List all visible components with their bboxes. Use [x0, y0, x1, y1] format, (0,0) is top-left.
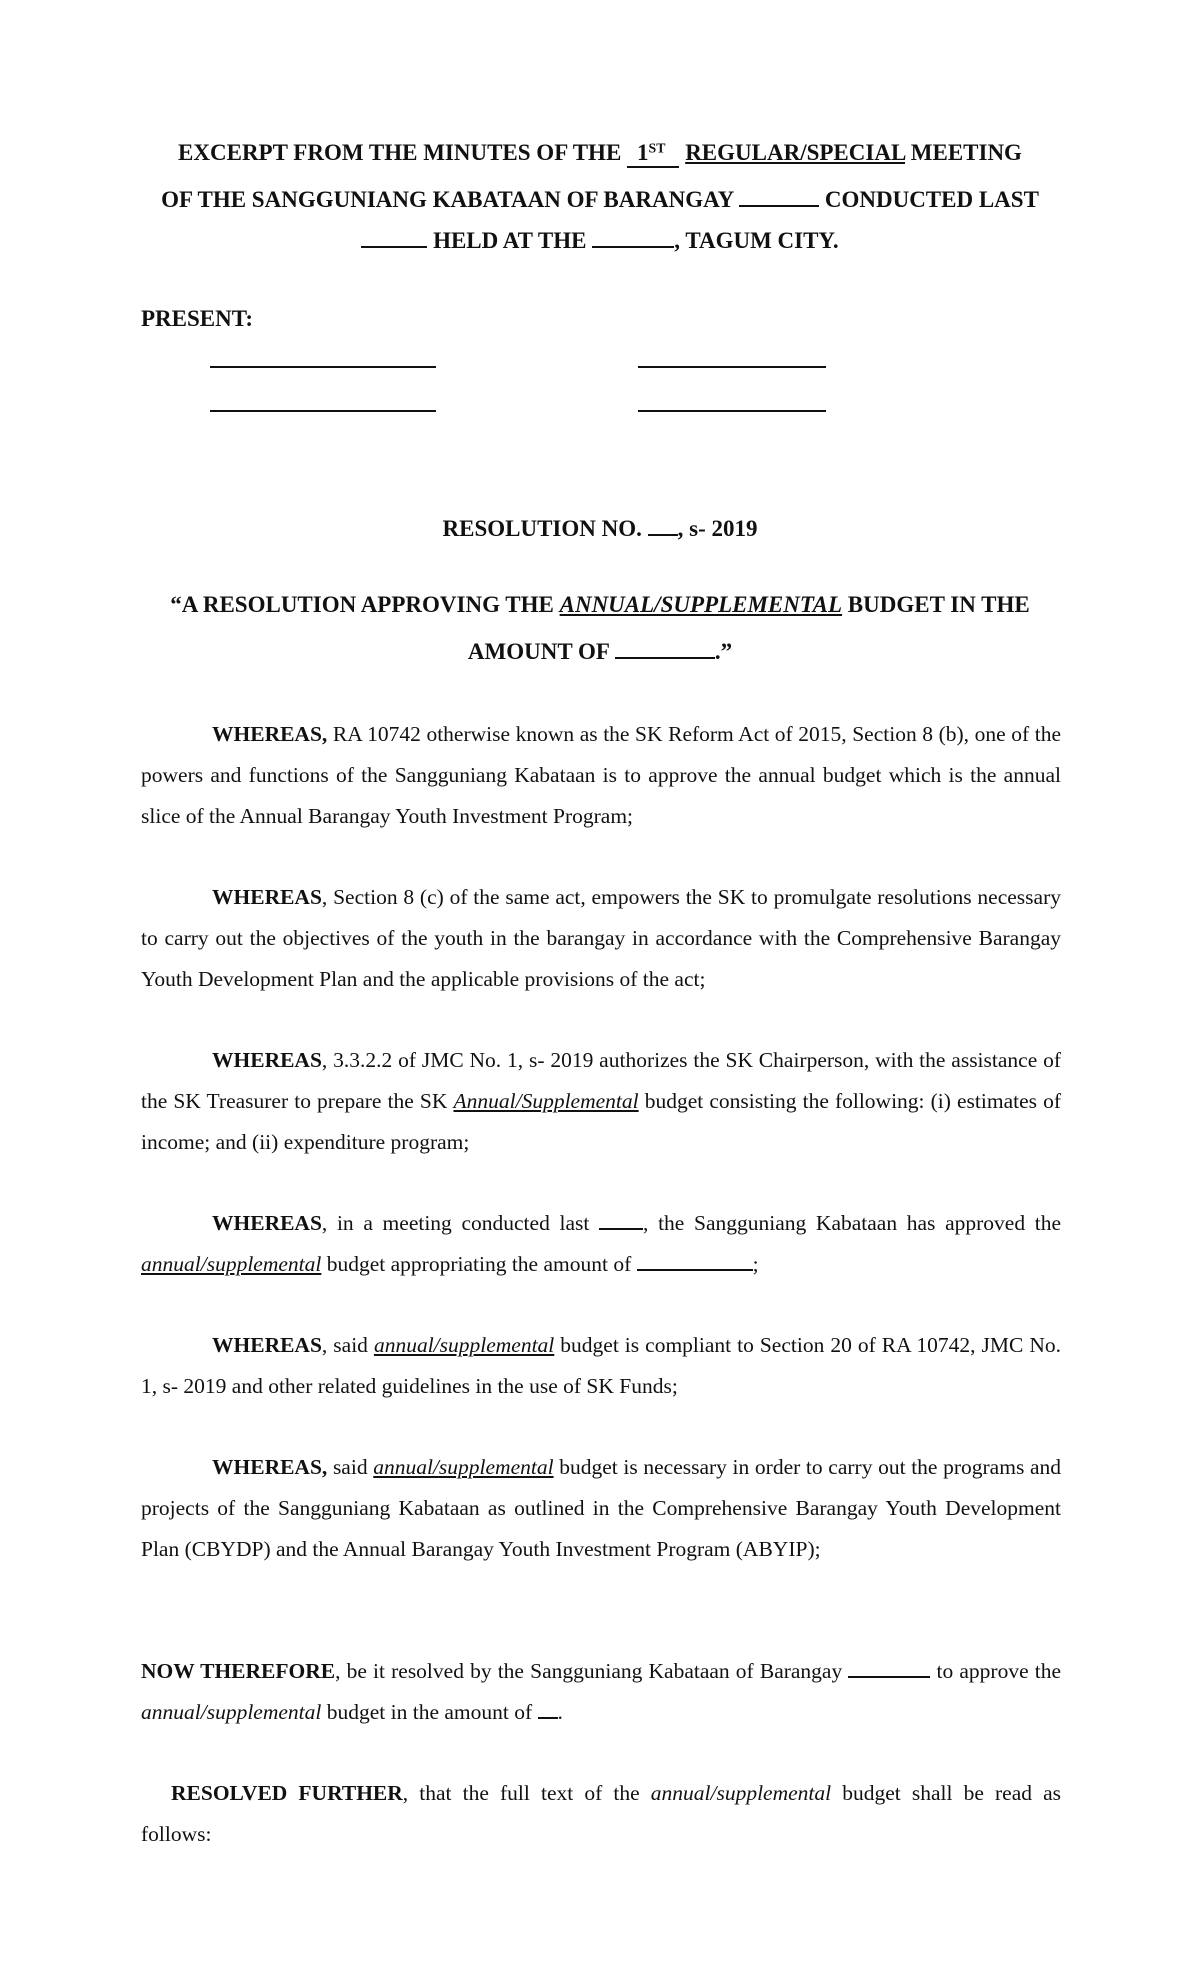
date-blank	[361, 222, 427, 248]
budget-amount-blank	[538, 1694, 558, 1719]
venue-blank	[592, 222, 674, 248]
resolution-number: RESOLUTION NO. , s- 2019	[0, 510, 1200, 542]
whereas-paragraph-5: WHEREAS, said annual/supplemental budget is compliant to Section 20 of RA 10742, JMC No. 1, s- 2019 and other related guidelines in the use of SK Funds;	[141, 1333, 1062, 1398]
header-line-1: EXCERPT FROM THE MINUTES OF THE 1ST REGULAR/SPECIAL MEETING	[0, 140, 1200, 168]
whereas-paragraph-1: WHEREAS, RA 10742 otherwise known as the SK Reform Act of 2015, Section 8 (b), one of the powers and functions of the Sangguniang Kabataan is to approve the annual budget which is the annual slice of the Annual Barangay Youth Investment Program;	[141, 722, 1062, 828]
appropriation-blank	[637, 1246, 753, 1271]
whereas-paragraph-2: WHEREAS, Section 8 (c) of the same act, empowers the SK to promulgate resolutions necessary to carry out the objectives of the youth in the barangay in accordance with the Comprehensive Barangay Youth Development Plan and the applicable provisions of the act;	[141, 885, 1061, 991]
present-label: PRESENT:	[141, 306, 254, 331]
budget-type: ANNUAL/SUPPLEMENTAL	[559, 592, 843, 617]
meeting-date-blank	[599, 1205, 643, 1230]
resolved-further-paragraph: RESOLVED FURTHER, that the full text of the annual/supplemental budget shall be read as follows:	[141, 1781, 1062, 1846]
header-line-2: OF THE SANGGUNIANG KABATAAN OF BARANGAY CONDUCTED LAST	[0, 181, 1200, 213]
amount-blank	[615, 633, 715, 659]
barangay-name-blank	[848, 1653, 930, 1678]
whereas-paragraph-3: WHEREAS, 3.3.2.2 of JMC No. 1, s- 2019 authorizes the SK Chairperson, with the assistance of the SK Treasurer to prepare the SK Annual/Supplemental budget consisting the following: (i) estimates of income; and (ii) expenditure program;	[141, 1048, 1062, 1154]
resolution-title-line-2: AMOUNT OF .”	[0, 633, 1200, 665]
now-therefore-paragraph: NOW THEREFORE, be it resolved by the Sangguniang Kabataan of Barangay to approve the annual/supplemental budget in the amount of .	[141, 1651, 1061, 1733]
signature-line	[638, 366, 826, 368]
meeting-ordinal: 1ST	[627, 140, 679, 168]
signature-line	[210, 410, 436, 412]
whereas-paragraph-6: WHEREAS, said annual/supplemental budget is necessary in order to carry out the programs and projects of the Sangguniang Kabataan as outlined in the Comprehensive Barangay Youth Development Plan (CBYDP) and the Annual Barangay Youth Investment Program (ABYIP);	[141, 1455, 1061, 1561]
header-line1-prefix: EXCERPT FROM THE MINUTES OF THE	[178, 140, 622, 165]
whereas-paragraph-4: WHEREAS, in a meeting conducted last , the Sangguniang Kabataan has approved the annual/supplemental budget appropriating the amount of ;	[141, 1203, 1061, 1285]
signature-line	[210, 366, 436, 368]
signature-line	[638, 410, 826, 412]
meeting-type: REGULAR/SPECIAL	[685, 140, 906, 165]
header-line-3: HELD AT THE , TAGUM CITY.	[0, 222, 1200, 254]
barangay-blank	[739, 181, 819, 207]
resolution-title-line-1: “A RESOLUTION APPROVING THE ANNUAL/SUPPLEMENTAL BUDGET IN THE	[170, 592, 1030, 617]
resolution-number-blank	[648, 510, 678, 536]
